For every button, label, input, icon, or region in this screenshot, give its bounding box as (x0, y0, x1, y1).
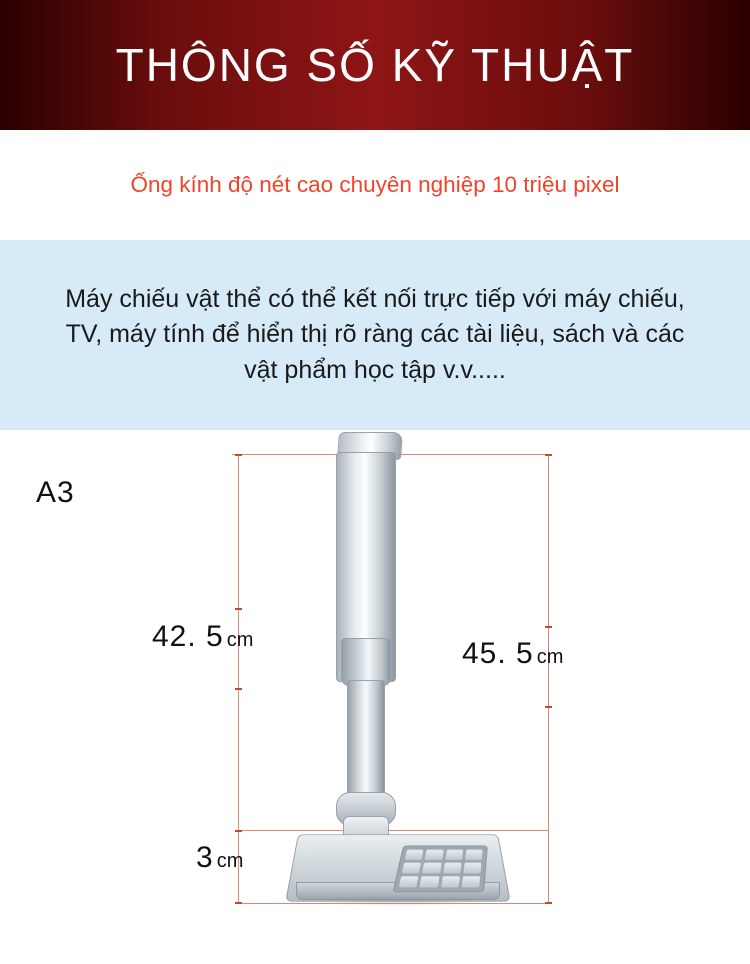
dimension-base-height (196, 841, 243, 875)
subtitle-text: Ống kính độ nét cao chuyên nghiệp 10 triệu pixel (130, 172, 620, 197)
control-keypad (392, 845, 487, 892)
product-dimension-diagram (0, 430, 750, 964)
dimension-value: 42. 5 (152, 620, 224, 653)
keypad-key (402, 863, 421, 874)
keypad-key (422, 863, 441, 874)
page-title: THÔNG SỐ KỸ THUẬT (115, 38, 635, 91)
base-shadow (300, 896, 496, 906)
keypad-key (399, 876, 419, 887)
dimension-value: 3 (196, 841, 214, 874)
keypad-key (443, 863, 462, 874)
keypad-key (461, 876, 480, 887)
dimension-unit: cm (216, 850, 244, 872)
keypad-key (445, 850, 463, 860)
document-camera-illustration (0, 430, 750, 964)
dimension-unit: cm (536, 646, 564, 668)
dimension-value: 45. 5 (462, 637, 534, 670)
keypad-key (441, 876, 460, 887)
paper-size-label: A3 (36, 476, 75, 509)
keypad-key (405, 850, 424, 860)
keypad-key (465, 850, 483, 860)
description-band (0, 240, 750, 430)
description-text: Máy chiếu vật thể có thể kết nối trực tiếp với máy chiếu, TV, máy tính để hiển thị rõ ràng các tài liệu, sách và các vật phẩm học tập v.v..... (65, 284, 685, 384)
subtitle-band (0, 130, 750, 240)
header-banner (0, 0, 750, 130)
keypad-key (425, 850, 444, 860)
dimension-column-height (152, 620, 253, 654)
dimension-unit: cm (226, 629, 254, 651)
camera-lens-housing (341, 638, 391, 686)
keypad-key (420, 876, 440, 887)
dimension-total-height (462, 637, 563, 671)
support-column (347, 680, 385, 802)
keypad-key (463, 863, 481, 874)
